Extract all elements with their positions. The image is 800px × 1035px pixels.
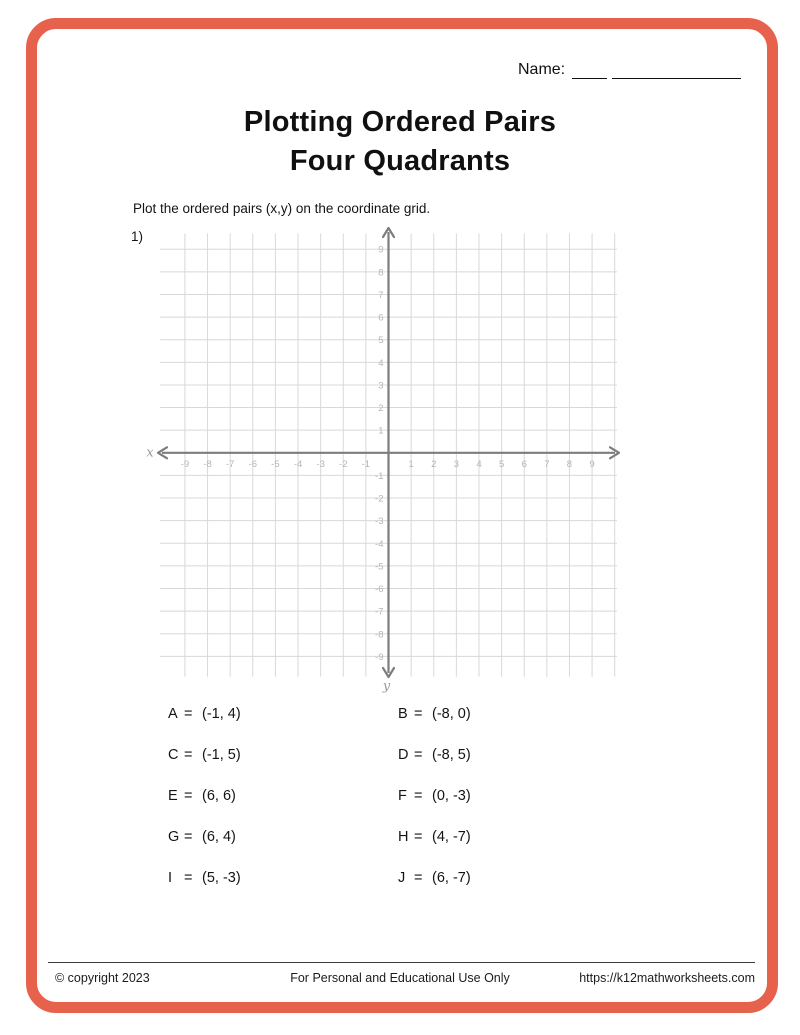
y-tick-label: -8 [375, 629, 384, 641]
x-tick-label: -6 [248, 458, 258, 470]
x-tick-label: -9 [180, 458, 190, 470]
x-tick-label: -4 [293, 458, 303, 470]
x-tick-label: 6 [521, 458, 527, 470]
footer-usage-note: For Personal and Educational Use Only [290, 971, 510, 985]
y-tick-label: 1 [378, 425, 384, 437]
x-tick-label: 2 [431, 458, 437, 470]
coordinate-grid[interactable] [138, 220, 628, 700]
y-tick-label: 6 [378, 312, 384, 324]
x-tick-label: 1 [408, 458, 414, 470]
ordered-pair [168, 747, 398, 763]
pair-value: (-1, 5) [202, 747, 241, 763]
page-title [0, 103, 800, 181]
equals-sign: = [184, 747, 193, 763]
ordered-pair [168, 706, 398, 722]
pair-value: (-1, 4) [202, 706, 241, 722]
pair-label: F [398, 788, 407, 804]
name-blank-line[interactable] [612, 63, 741, 79]
pair-row [168, 788, 638, 829]
equals-sign: = [184, 870, 193, 886]
y-tick-label: 9 [378, 244, 384, 256]
y-tick-label: -6 [375, 584, 384, 596]
x-tick-label: 4 [476, 458, 482, 470]
x-tick-label: -7 [225, 458, 235, 470]
x-tick-label: -1 [361, 458, 371, 470]
y-tick-label: -1 [375, 470, 384, 482]
y-tick-label: -9 [375, 651, 384, 663]
x-tick-label: 9 [589, 458, 595, 470]
pair-value: (6, -7) [432, 870, 471, 886]
x-axis-label: x [146, 445, 154, 461]
pair-value: (5, -3) [202, 870, 241, 886]
y-tick-label: 3 [378, 380, 384, 392]
ordered-pair [398, 788, 471, 804]
y-tick-label: -7 [375, 606, 384, 618]
pair-label: A [168, 706, 178, 722]
title-line-1: Plotting Ordered Pairs [243, 106, 557, 138]
pair-value: (0, -3) [432, 788, 471, 804]
pair-row [168, 829, 638, 870]
x-tick-label: -3 [316, 458, 325, 470]
x-tick-label: 3 [453, 458, 460, 470]
x-tick-label: -5 [271, 458, 280, 470]
equals-sign: = [414, 829, 423, 845]
y-tick-label: -5 [375, 561, 384, 573]
name-label: Name: [518, 61, 566, 78]
x-tick-label: 7 [544, 458, 550, 470]
pair-label: C [168, 747, 179, 763]
equals-sign: = [414, 788, 423, 804]
x-tick-label: 8 [566, 458, 573, 470]
y-tick-label: -2 [375, 493, 384, 505]
ordered-pair [398, 829, 471, 845]
name-blank-line[interactable] [572, 63, 607, 79]
pair-value: (4, -7) [432, 829, 471, 845]
pair-label: I [168, 870, 173, 886]
problem-number: 1) [131, 229, 144, 244]
footer-divider [48, 962, 755, 963]
pair-label: H [398, 829, 409, 845]
ordered-pair [168, 829, 398, 845]
footer-url[interactable]: https://k12mathworksheets.com [579, 971, 755, 985]
title-line-2: Four Quadrants [289, 145, 511, 177]
pair-value: (-8, 0) [432, 706, 471, 722]
y-tick-label: 7 [378, 289, 384, 301]
y-tick-label: -3 [375, 516, 384, 528]
pair-value: (6, 6) [202, 788, 236, 804]
ordered-pair [398, 706, 471, 722]
pair-label: G [168, 829, 180, 845]
pair-value: (6, 4) [202, 829, 236, 845]
y-tick-label: 8 [378, 267, 384, 279]
ordered-pair [398, 747, 471, 763]
ordered-pair [168, 870, 398, 886]
equals-sign: = [184, 788, 193, 804]
pair-row [168, 706, 638, 747]
equals-sign: = [414, 870, 423, 886]
ordered-pairs-list [168, 706, 638, 911]
pair-label: B [398, 706, 408, 722]
pair-row [168, 747, 638, 788]
name-field [518, 61, 741, 79]
y-tick-label: 2 [378, 403, 384, 415]
y-tick-label: 5 [378, 335, 384, 347]
x-tick-label: -2 [339, 458, 348, 470]
instruction-text: Plot the ordered pairs (x,y) on the coordinate grid. [133, 201, 431, 216]
equals-sign: = [414, 706, 423, 722]
pair-label: D [398, 747, 409, 763]
y-axis-label: y [382, 679, 391, 694]
ordered-pair [398, 870, 471, 886]
pair-label: E [168, 788, 178, 804]
equals-sign: = [184, 829, 193, 845]
ordered-pair [168, 788, 398, 804]
x-tick-label: 5 [498, 458, 505, 470]
footer-copyright: © copyright 2023 [55, 971, 150, 985]
pair-value: (-8, 5) [432, 747, 471, 763]
pair-row [168, 870, 638, 911]
y-tick-label: 4 [378, 357, 384, 369]
pair-label: J [398, 870, 406, 886]
equals-sign: = [414, 747, 423, 763]
x-tick-label: -8 [203, 458, 212, 470]
y-tick-label: -4 [375, 538, 384, 550]
equals-sign: = [184, 706, 193, 722]
